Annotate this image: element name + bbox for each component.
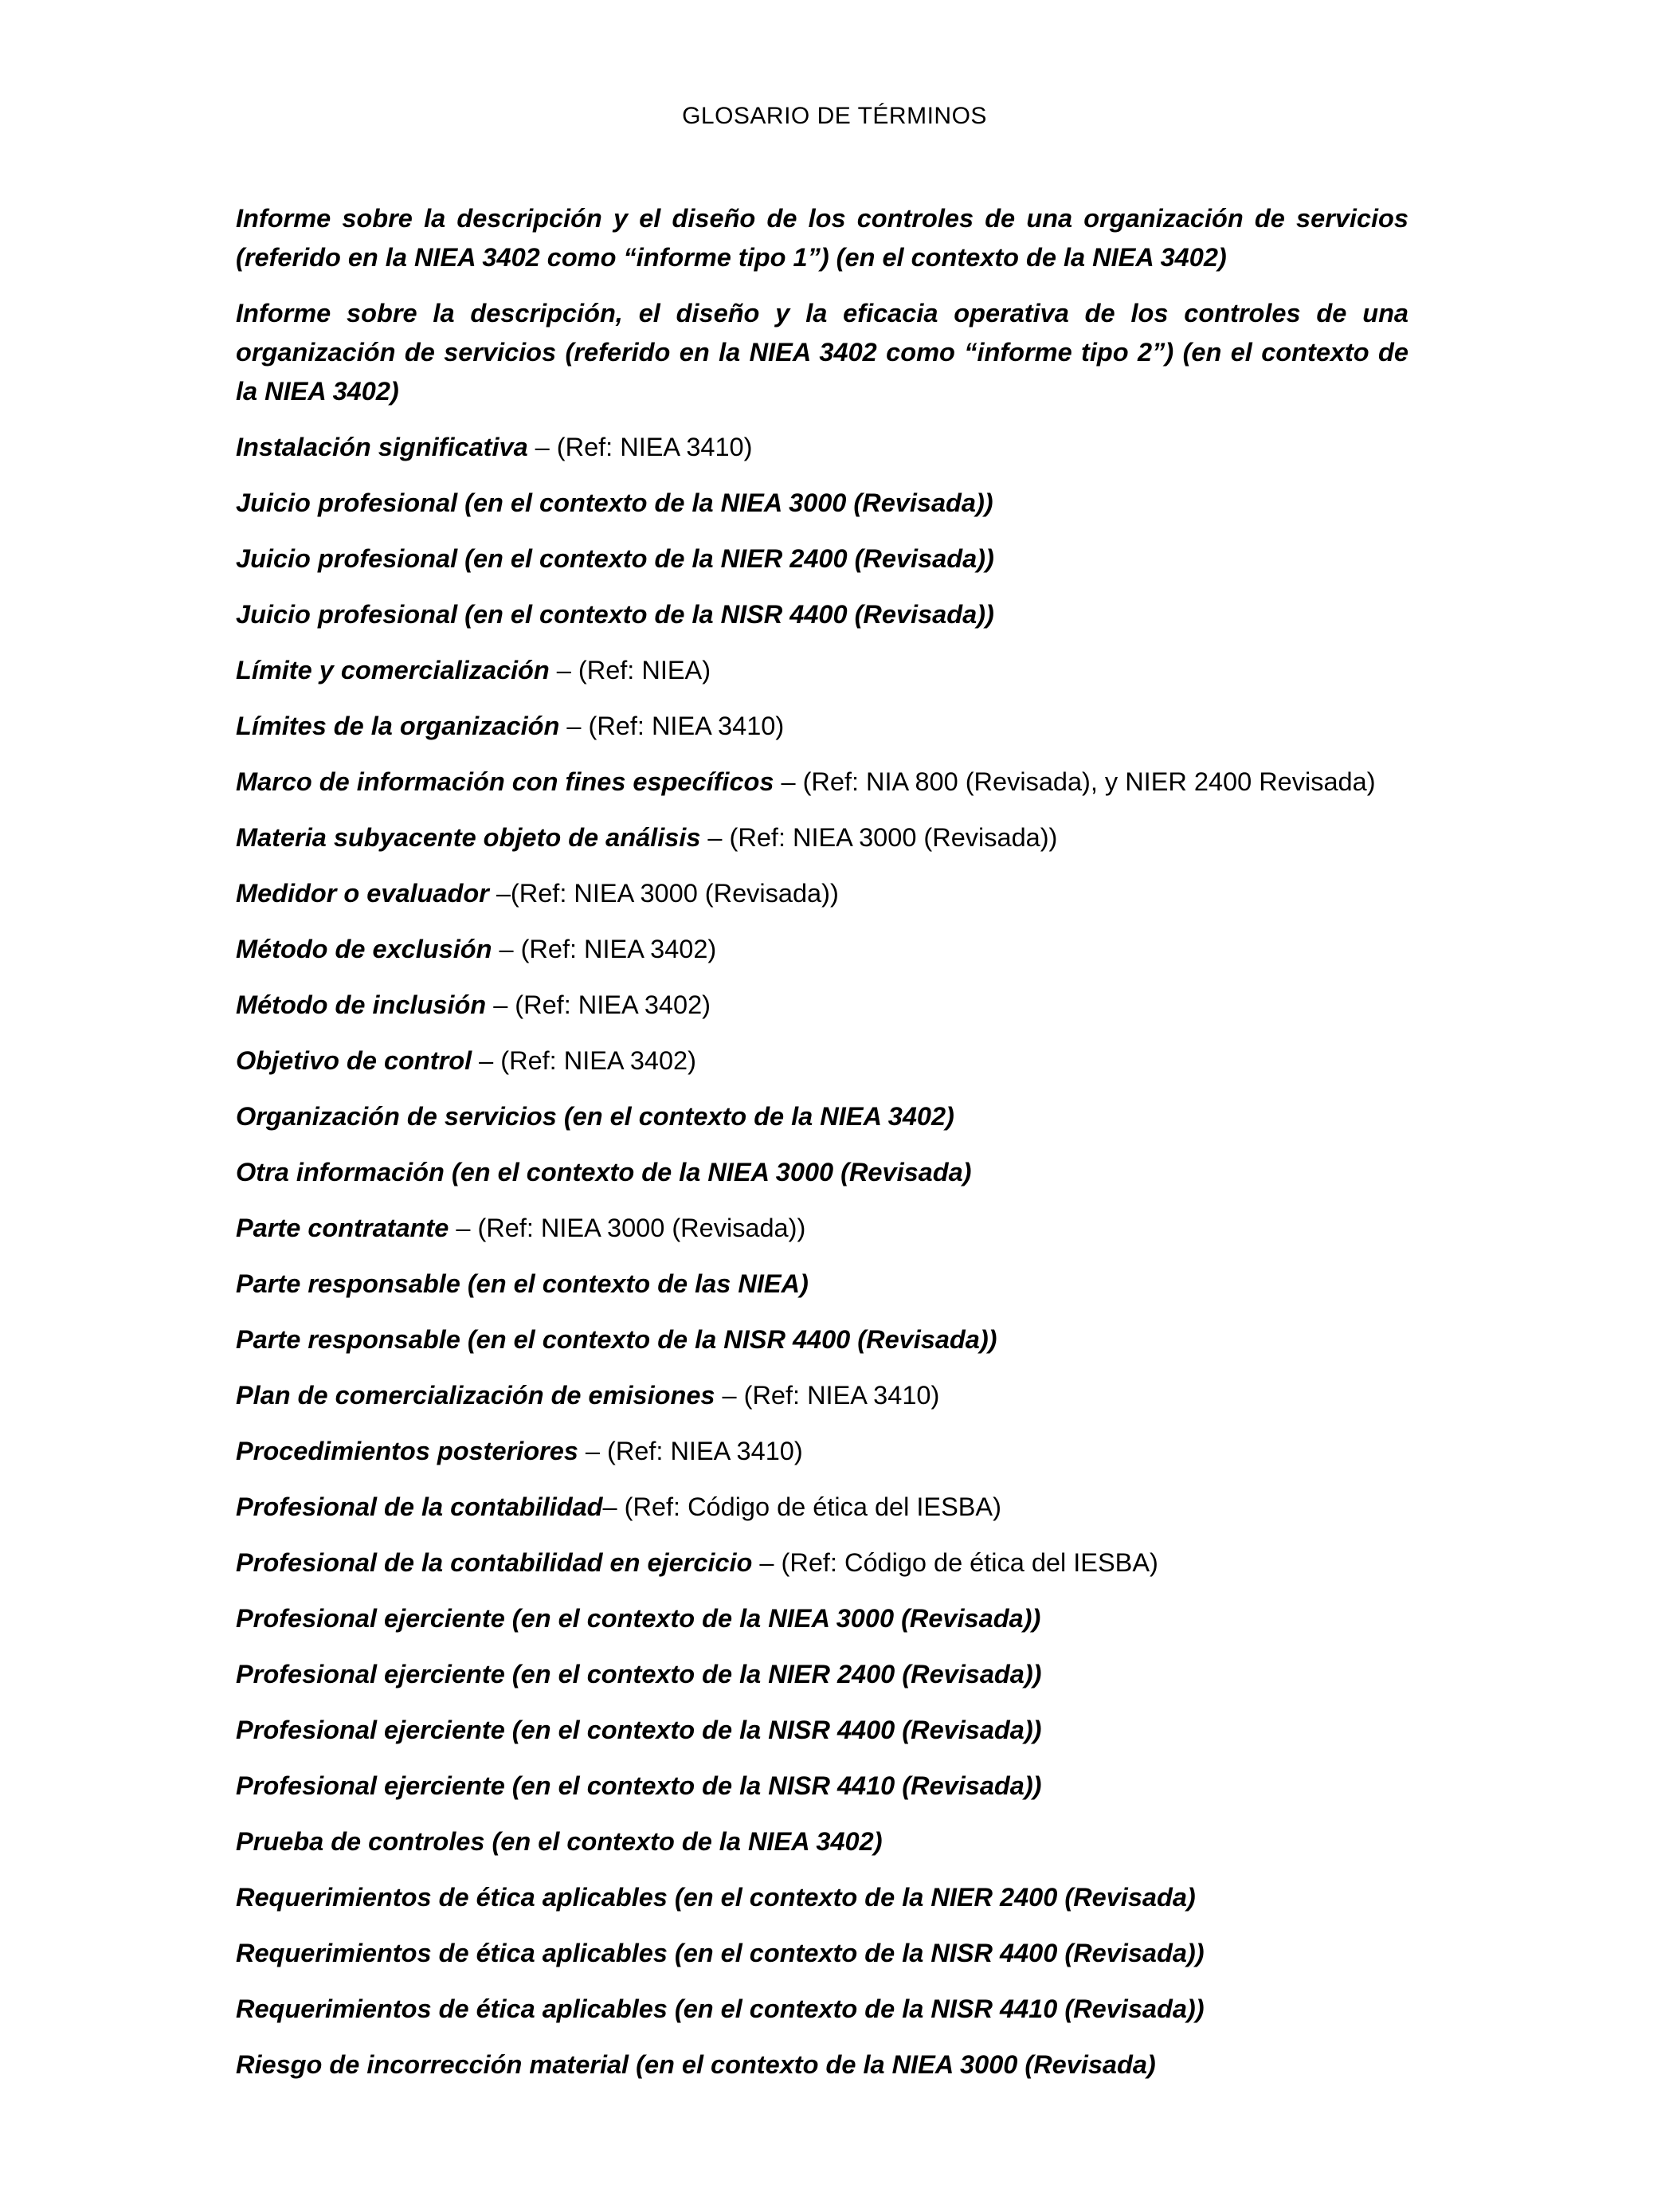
glossary-entry <box>236 1711 1408 1750</box>
glossary-term: Requerimientos de ética aplicables (en el contexto de la NIER 2400 (Revisada) <box>236 1883 1196 1912</box>
glossary-term: Marco de información con fines específicos <box>236 767 774 796</box>
glossary-reference: – (Ref: NIEA 3410) <box>578 1437 803 1465</box>
glossary-reference: – (Ref: NIEA 3000 (Revisada)) <box>449 1214 806 1242</box>
glossary-entry <box>236 986 1408 1025</box>
glossary-entry <box>236 2045 1408 2085</box>
glossary-term: Profesional ejerciente (en el contexto de la NISR 4410 (Revisada)) <box>236 1771 1042 1800</box>
glossary-term: Juicio profesional (en el contexto de la NIER 2400 (Revisada)) <box>236 544 994 573</box>
glossary-entry <box>236 1488 1408 1527</box>
glossary-reference: – (Ref: NIEA) <box>549 656 711 684</box>
glossary-entry <box>236 1767 1408 1806</box>
glossary-entry <box>236 1320 1408 1359</box>
glossary-term: Requerimientos de ética aplicables (en el contexto de la NISR 4400 (Revisada)) <box>236 1939 1205 1967</box>
glossary-term: Parte responsable (en el contexto de la NISR 4400 (Revisada)) <box>236 1325 997 1354</box>
glossary-entry <box>236 294 1408 411</box>
glossary-term: Requerimientos de ética aplicables (en el contexto de la NISR 4410 (Revisada)) <box>236 1994 1205 2023</box>
glossary-entry <box>236 1376 1408 1415</box>
glossary-entry <box>236 1097 1408 1136</box>
glossary-term: Profesional ejerciente (en el contexto de la NISR 4400 (Revisada)) <box>236 1716 1042 1744</box>
glossary-entry <box>236 1432 1408 1471</box>
glossary-entry <box>236 199 1408 277</box>
glossary-term: Otra información (en el contexto de la NIEA 3000 (Revisada) <box>236 1158 972 1186</box>
glossary-entry <box>236 1878 1408 1917</box>
glossary-term: Profesional de la contabilidad en ejercicio <box>236 1548 753 1577</box>
glossary-term: Método de exclusión <box>236 935 492 963</box>
glossary-term: Plan de comercialización de emisiones <box>236 1381 715 1410</box>
glossary-term: Profesional ejerciente (en el contexto de la NIEA 3000 (Revisada)) <box>236 1604 1041 1633</box>
glossary-reference: – (Ref: NIA 800 (Revisada), y NIER 2400 Revisada) <box>774 767 1376 796</box>
glossary-entry <box>236 707 1408 746</box>
glossary-term: Procedimientos posteriores <box>236 1437 578 1465</box>
glossary-term: Medidor o evaluador <box>236 879 489 908</box>
glossary-term: Informe sobre la descripción y el diseño de los controles de una organización de servicios (referido en la NIEA 3402 como “informe tipo 1”) (en el contexto de la NIEA 3402) <box>236 204 1408 272</box>
glossary-term: Organización de servicios (en el contexto de la NIEA 3402) <box>236 1102 954 1131</box>
glossary-entry <box>236 930 1408 969</box>
glossary-term: Prueba de controles (en el contexto de la NIEA 3402) <box>236 1827 883 1856</box>
glossary-entry <box>236 1655 1408 1694</box>
glossary-term: Límites de la organización <box>236 712 560 740</box>
glossary-entry <box>236 428 1408 467</box>
glossary-reference: – (Ref: NIEA 3000 (Revisada)) <box>700 823 1058 852</box>
glossary-term: Límite y comercialización <box>236 656 550 684</box>
glossary-term: Juicio profesional (en el contexto de la NIEA 3000 (Revisada)) <box>236 488 993 517</box>
glossary-term: Parte responsable (en el contexto de las NIEA) <box>236 1269 809 1298</box>
glossary-reference: – (Ref: NIEA 3410) <box>527 433 753 461</box>
glossary-entry <box>236 1822 1408 1861</box>
glossary-entry <box>236 484 1408 523</box>
glossary-reference: – (Ref: NIEA 3402) <box>486 990 711 1019</box>
glossary-entry <box>236 1041 1408 1081</box>
glossary-reference: – (Ref: NIEA 3402) <box>492 935 717 963</box>
glossary-entry <box>236 651 1408 690</box>
glossary-reference: – (Ref: Código de ética del IESBA) <box>602 1492 1001 1521</box>
glossary-term: Instalación significativa <box>236 433 528 461</box>
glossary-entry <box>236 539 1408 578</box>
glossary-entry <box>236 1934 1408 1973</box>
glossary-term: Profesional de la contabilidad <box>236 1492 603 1521</box>
glossary-entry <box>236 1599 1408 1638</box>
glossary-term: Objetivo de control <box>236 1046 472 1075</box>
glossary-term: Informe sobre la descripción, el diseño y la eficacia operativa de los controles de una organización de servicios (referido en la NIEA 3402 como “informe tipo 2”) (en el contexto de la NIEA 3402) <box>236 299 1408 406</box>
glossary-term: Riesgo de incorrección material (en el contexto de la NIEA 3000 (Revisada) <box>236 2050 1156 2079</box>
glossary-entry <box>236 595 1408 634</box>
glossary-term: Parte contratante <box>236 1214 449 1242</box>
glossary-reference: – (Ref: NIEA 3410) <box>559 712 785 740</box>
glossary-entry <box>236 874 1408 913</box>
glossary-reference: – (Ref: NIEA 3410) <box>715 1381 940 1410</box>
glossary-term: Método de inclusión <box>236 990 487 1019</box>
glossary-list <box>236 199 1408 2101</box>
glossary-entry <box>236 1543 1408 1583</box>
glossary-entry <box>236 763 1408 802</box>
glossary-term: Profesional ejerciente (en el contexto de la NIER 2400 (Revisada)) <box>236 1660 1042 1688</box>
glossary-reference: – (Ref: Código de ética del IESBA) <box>752 1548 1158 1577</box>
glossary-entry <box>236 1990 1408 2029</box>
glossary-entry <box>236 1265 1408 1304</box>
glossary-term: Materia subyacente objeto de análisis <box>236 823 701 852</box>
glossary-reference: –(Ref: NIEA 3000 (Revisada)) <box>488 879 839 908</box>
glossary-term: Juicio profesional (en el contexto de la NISR 4400 (Revisada)) <box>236 600 994 629</box>
glossary-entry <box>236 1209 1408 1248</box>
document-title: GLOSARIO DE TÉRMINOS <box>682 103 987 129</box>
glossary-entry <box>236 1153 1408 1192</box>
glossary-reference: – (Ref: NIEA 3402) <box>472 1046 696 1075</box>
glossary-entry <box>236 818 1408 857</box>
